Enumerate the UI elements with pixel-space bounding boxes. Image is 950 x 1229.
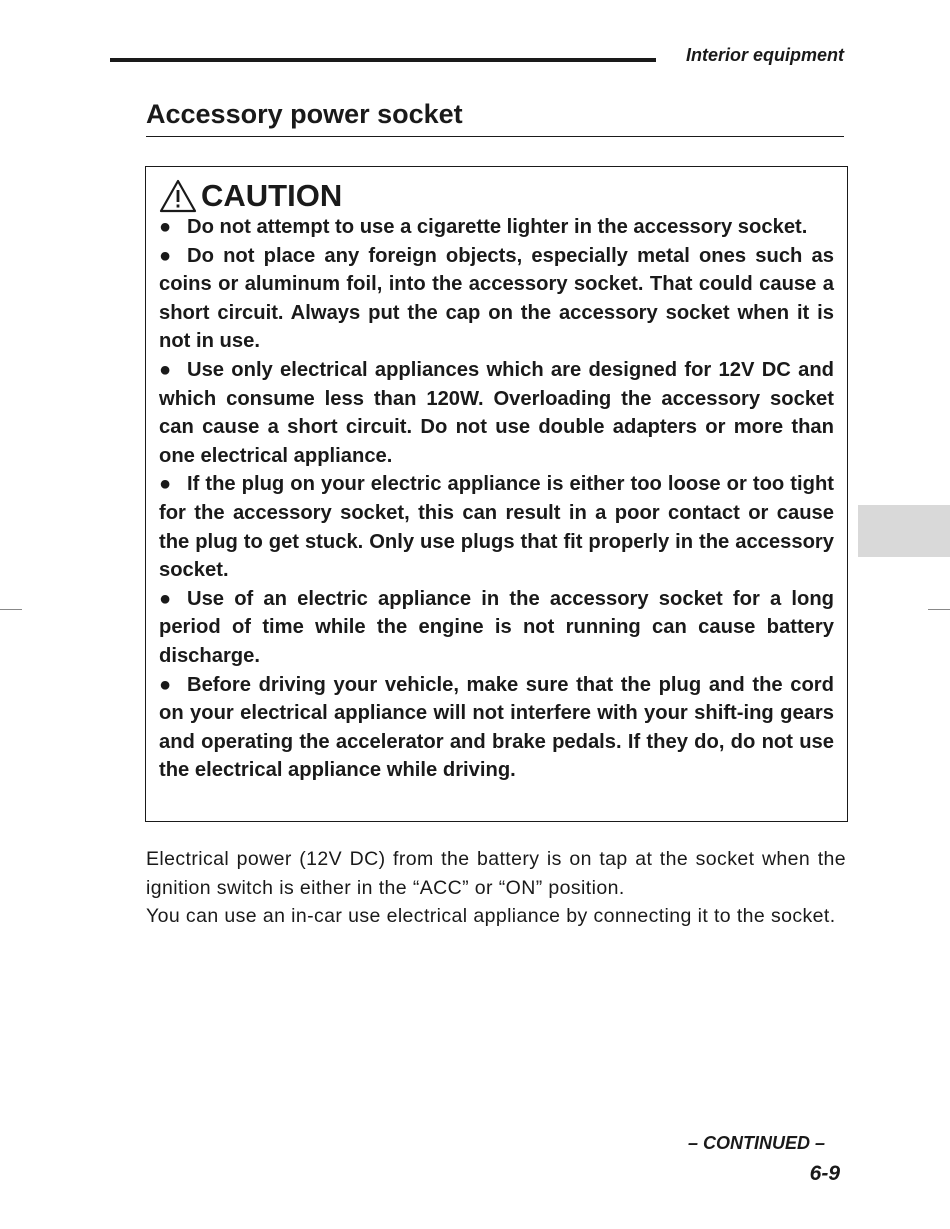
caution-item <box>159 585 834 671</box>
page-title: Accessory power socket <box>146 99 463 129</box>
warning-triangle-icon <box>159 179 197 213</box>
caution-item-text: If the plug on your electric appliance is either too loose or too tight for the accessory socket, this can result in a poor contact or cause the plug to get stuck. Only use plugs that fit properly in the accessory socket. <box>159 473 834 582</box>
bullet-icon: ● <box>159 244 172 267</box>
caution-list <box>159 213 834 785</box>
caution-item <box>159 470 834 584</box>
page-number: 6-9 <box>809 1162 840 1185</box>
caution-box <box>145 166 848 822</box>
caution-item-text: Do not place any foreign objects, especially metal ones such as coins or aluminum foil, into the accessory socket. That could cause a short circuit. Always put the cap on the accessory socket when it is not in use. <box>159 244 834 353</box>
caution-item <box>159 356 834 470</box>
bullet-icon: ● <box>159 358 172 381</box>
bullet-icon: ● <box>159 216 172 238</box>
continued-label: – CONTINUED – <box>687 1133 825 1153</box>
caution-item-text: Before driving your vehicle, make sure that the plug and the cord on your electrical appliance will not interfere with your shift-ing gears and operating the accelerator and brake pedals. If they do, do not use the electrical appliance while driving. <box>159 673 834 782</box>
body-paragraph: You can use an in-car use electrical appliance by connecting it to the socket. <box>146 905 836 927</box>
caution-item-text: Use of an electric appliance in the accessory socket for a long period of time while the engine is not running can cause battery discharge. <box>159 587 834 667</box>
bullet-icon: ● <box>159 587 172 610</box>
caution-item-text: Use only electrical appliances which are designed for 12V DC and which consume less than 120W. Overloading the accessory socket can cause a short circuit. Do not use double adapters or more than one electrical appliance. <box>159 358 834 467</box>
bullet-icon: ● <box>159 673 172 696</box>
section-label: Interior equipment <box>685 45 844 65</box>
crop-mark-left <box>0 609 22 610</box>
caution-item <box>159 213 834 242</box>
caution-heading <box>159 179 834 213</box>
caution-label: CAUTION <box>201 178 343 213</box>
title-divider <box>146 136 844 137</box>
crop-mark-right <box>928 609 950 610</box>
bullet-icon: ● <box>159 473 172 496</box>
body-paragraph: Electrical power (12V DC) from the battery is on tap at the socket when the ignition switch is either in the “ACC” or “ON” position. <box>146 848 846 899</box>
body-text <box>146 845 846 931</box>
caution-item-text: Do not attempt to use a cigarette lighter in the accessory socket. <box>187 216 808 238</box>
header-rule <box>110 58 656 62</box>
chapter-tab <box>858 505 950 557</box>
caution-item <box>159 671 834 785</box>
caution-item <box>159 242 834 356</box>
